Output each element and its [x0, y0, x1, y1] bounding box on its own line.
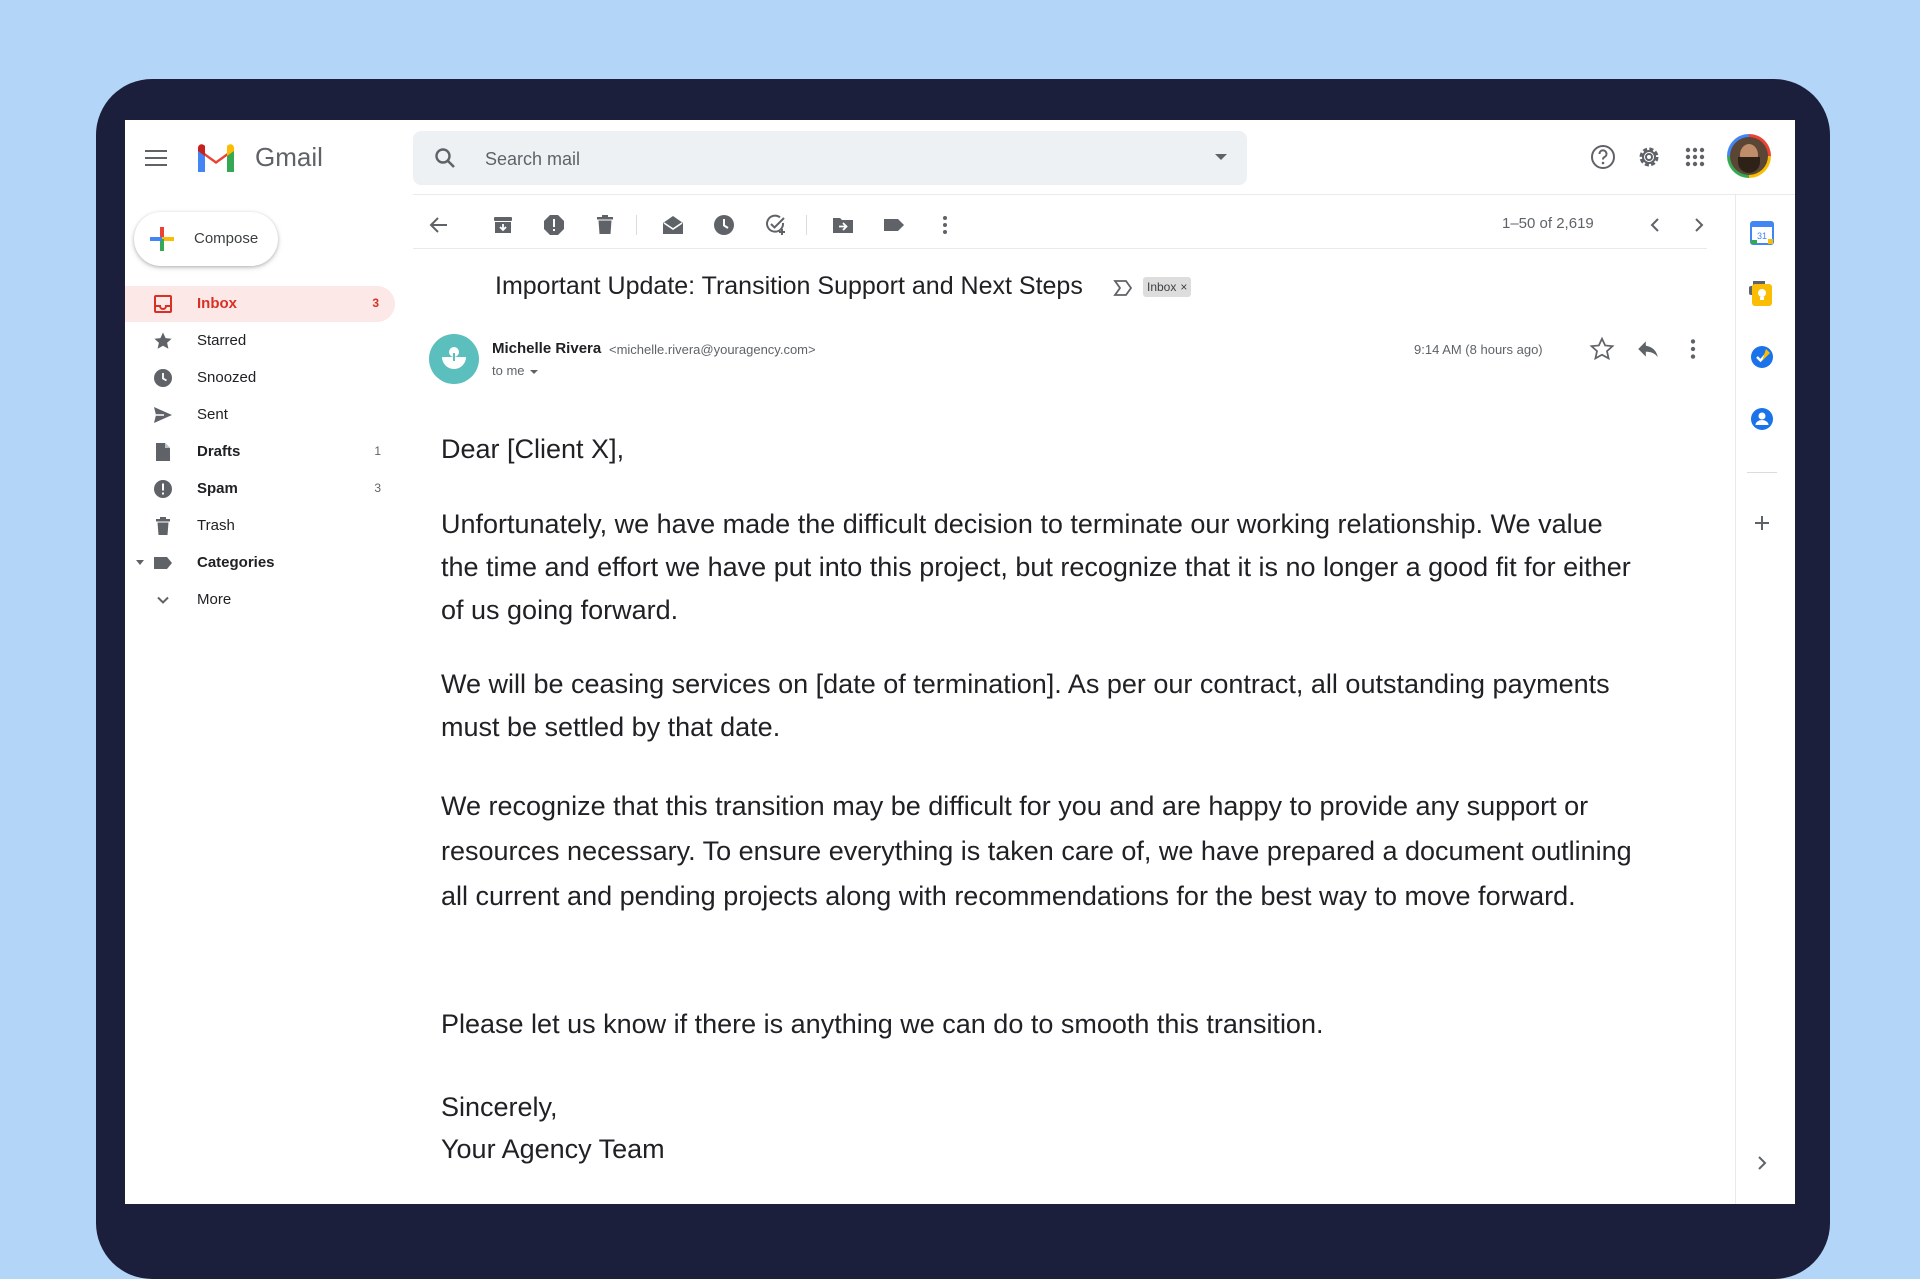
spam-icon: [153, 479, 173, 499]
recipient-details[interactable]: [492, 363, 538, 378]
chevron-down-icon: [153, 590, 173, 610]
sidebar-item-label: Starred: [197, 332, 247, 349]
sidebar-item-snoozed[interactable]: [125, 360, 397, 396]
account-avatar[interactable]: [1727, 134, 1771, 178]
google-calendar-icon[interactable]: [1749, 220, 1775, 246]
sidebar-item-label: Categories: [197, 554, 275, 571]
sidebar-item-label: Inbox: [197, 295, 237, 312]
expand-arrow-icon[interactable]: [136, 560, 144, 566]
email-signature: Your Agency Team: [441, 1134, 665, 1164]
email-paragraph-1: Unfortunately, we have made the difficult decision to terminate our working relationship. We value the time and effort we have put into this project, but recognize that it is no longer a good fit for either of us going forward.: [441, 509, 1631, 625]
compose-plus-icon: [148, 225, 176, 253]
sidebar-item-drafts[interactable]: [125, 434, 397, 470]
sidebar-item-label: Spam: [197, 480, 238, 497]
sidebar-item-count: 3: [374, 481, 381, 495]
delete-icon[interactable]: [593, 213, 617, 237]
archive-icon[interactable]: [491, 213, 515, 237]
settings-gear-icon[interactable]: [1634, 142, 1664, 172]
sidebar-item-more[interactable]: [125, 582, 397, 618]
recipient-text: to me: [492, 363, 525, 378]
open-in-new-window-icon[interactable]: [1794, 278, 1795, 302]
get-addons-plus-icon[interactable]: [1749, 510, 1775, 536]
sidebar-item-categories[interactable]: [125, 545, 397, 581]
star-icon: [153, 331, 173, 351]
sidebar-item-spam[interactable]: [125, 471, 397, 507]
sender-email: <michelle.rivera@youragency.com>: [609, 342, 816, 357]
header-divider: [413, 194, 1795, 195]
sidebar-item-sent[interactable]: [125, 397, 397, 433]
rail-divider: [1747, 472, 1777, 473]
importance-marker-icon[interactable]: [1113, 279, 1133, 297]
google-tasks-icon[interactable]: [1749, 344, 1775, 370]
toolbar-divider: [806, 215, 807, 235]
gmail-wordmark: Gmail: [255, 142, 323, 172]
inbox-icon: [153, 294, 173, 314]
sender-avatar[interactable]: [429, 334, 479, 384]
report-spam-icon[interactable]: [542, 213, 566, 237]
chevron-right-icon[interactable]: [1687, 213, 1711, 237]
compose-button[interactable]: [134, 212, 278, 266]
gmail-logo-icon: [195, 142, 237, 174]
sidebar-item-trash[interactable]: [125, 508, 397, 544]
email-paragraph-4: Please let us know if there is anything we can do to smooth this transition.: [441, 1009, 1324, 1039]
toolbar-divider-line: [413, 248, 1707, 249]
help-icon[interactable]: [1588, 142, 1618, 172]
calendar-day-number: 31: [1756, 231, 1768, 241]
label-as-icon[interactable]: [882, 213, 906, 237]
more-vertical-icon[interactable]: [933, 213, 957, 237]
sidebar-item-label: More: [197, 591, 232, 608]
star-outline-icon[interactable]: [1589, 336, 1615, 362]
move-to-icon[interactable]: [831, 213, 855, 237]
sidebar-item-count: 3: [372, 296, 379, 310]
inbox-label-chip: [1143, 277, 1191, 297]
sender-name[interactable]: Michelle Rivera: [492, 340, 602, 357]
trash-icon: [153, 516, 173, 536]
search-input[interactable]: [483, 143, 1177, 175]
toolbar-divider: [636, 215, 637, 235]
label-chip-text: Inbox: [1147, 280, 1177, 294]
clock-icon: [153, 368, 173, 388]
google-contacts-icon[interactable]: [1749, 406, 1775, 432]
add-to-tasks-icon[interactable]: [763, 213, 787, 237]
search-options-dropdown-icon[interactable]: [1215, 154, 1227, 160]
snooze-clock-icon[interactable]: [712, 213, 736, 237]
sidebar-item-count: 1: [374, 444, 381, 458]
main-menu-icon[interactable]: [145, 150, 167, 166]
gmail-window: [125, 120, 1795, 1204]
message-more-vertical-icon[interactable]: [1680, 336, 1706, 362]
email-paragraph-3: We recognize that this transition may be difficult for you and are happy to provide any support or resources necessary. To ensure everything is taken care of, we have prepared a document outlining all current and pending projects along with recommendations for the best way to move forward.: [441, 791, 1632, 911]
sidebar-item-label: Snoozed: [197, 369, 257, 386]
email-signoff: Sincerely,: [441, 1092, 558, 1122]
show-side-panel-chevron-icon[interactable]: [1749, 1150, 1775, 1176]
sidebar-item-starred[interactable]: [125, 323, 397, 359]
search-bar[interactable]: [413, 131, 1247, 185]
sidebar-item-inbox[interactable]: [125, 286, 395, 322]
email-paragraph-2: We will be ceasing services on [date of termination]. As per our contract, all outstanding payments must be settled by that date.: [441, 669, 1610, 742]
email-greeting: Dear [Client X],: [441, 434, 625, 464]
search-icon[interactable]: [433, 146, 457, 170]
compose-label: Compose: [194, 230, 259, 247]
email-subject: Important Update: Transition Support and Next Steps: [495, 272, 1083, 300]
email-timestamp: 9:14 AM (8 hours ago): [1414, 342, 1543, 357]
chevron-left-icon[interactable]: [1643, 213, 1667, 237]
apps-grid-icon[interactable]: [1680, 142, 1710, 172]
google-keep-icon[interactable]: [1749, 282, 1775, 308]
label-icon: [153, 553, 173, 573]
mark-unread-icon[interactable]: [661, 213, 685, 237]
draft-icon: [153, 442, 173, 462]
send-icon: [153, 405, 173, 425]
reply-icon[interactable]: [1635, 336, 1661, 362]
sidebar-item-label: Sent: [197, 406, 228, 423]
sidebar-item-label: Trash: [197, 517, 235, 534]
recipient-dropdown-icon[interactable]: [530, 370, 538, 374]
sidebar-item-label: Drafts: [197, 443, 241, 460]
pagination-count: 1–50 of 2,619: [1502, 215, 1594, 232]
remove-label-icon[interactable]: ×: [1180, 280, 1188, 294]
back-arrow-icon[interactable]: [427, 213, 451, 237]
side-panel-divider: [1735, 194, 1736, 1204]
sender-avatar-icon: [429, 334, 479, 384]
